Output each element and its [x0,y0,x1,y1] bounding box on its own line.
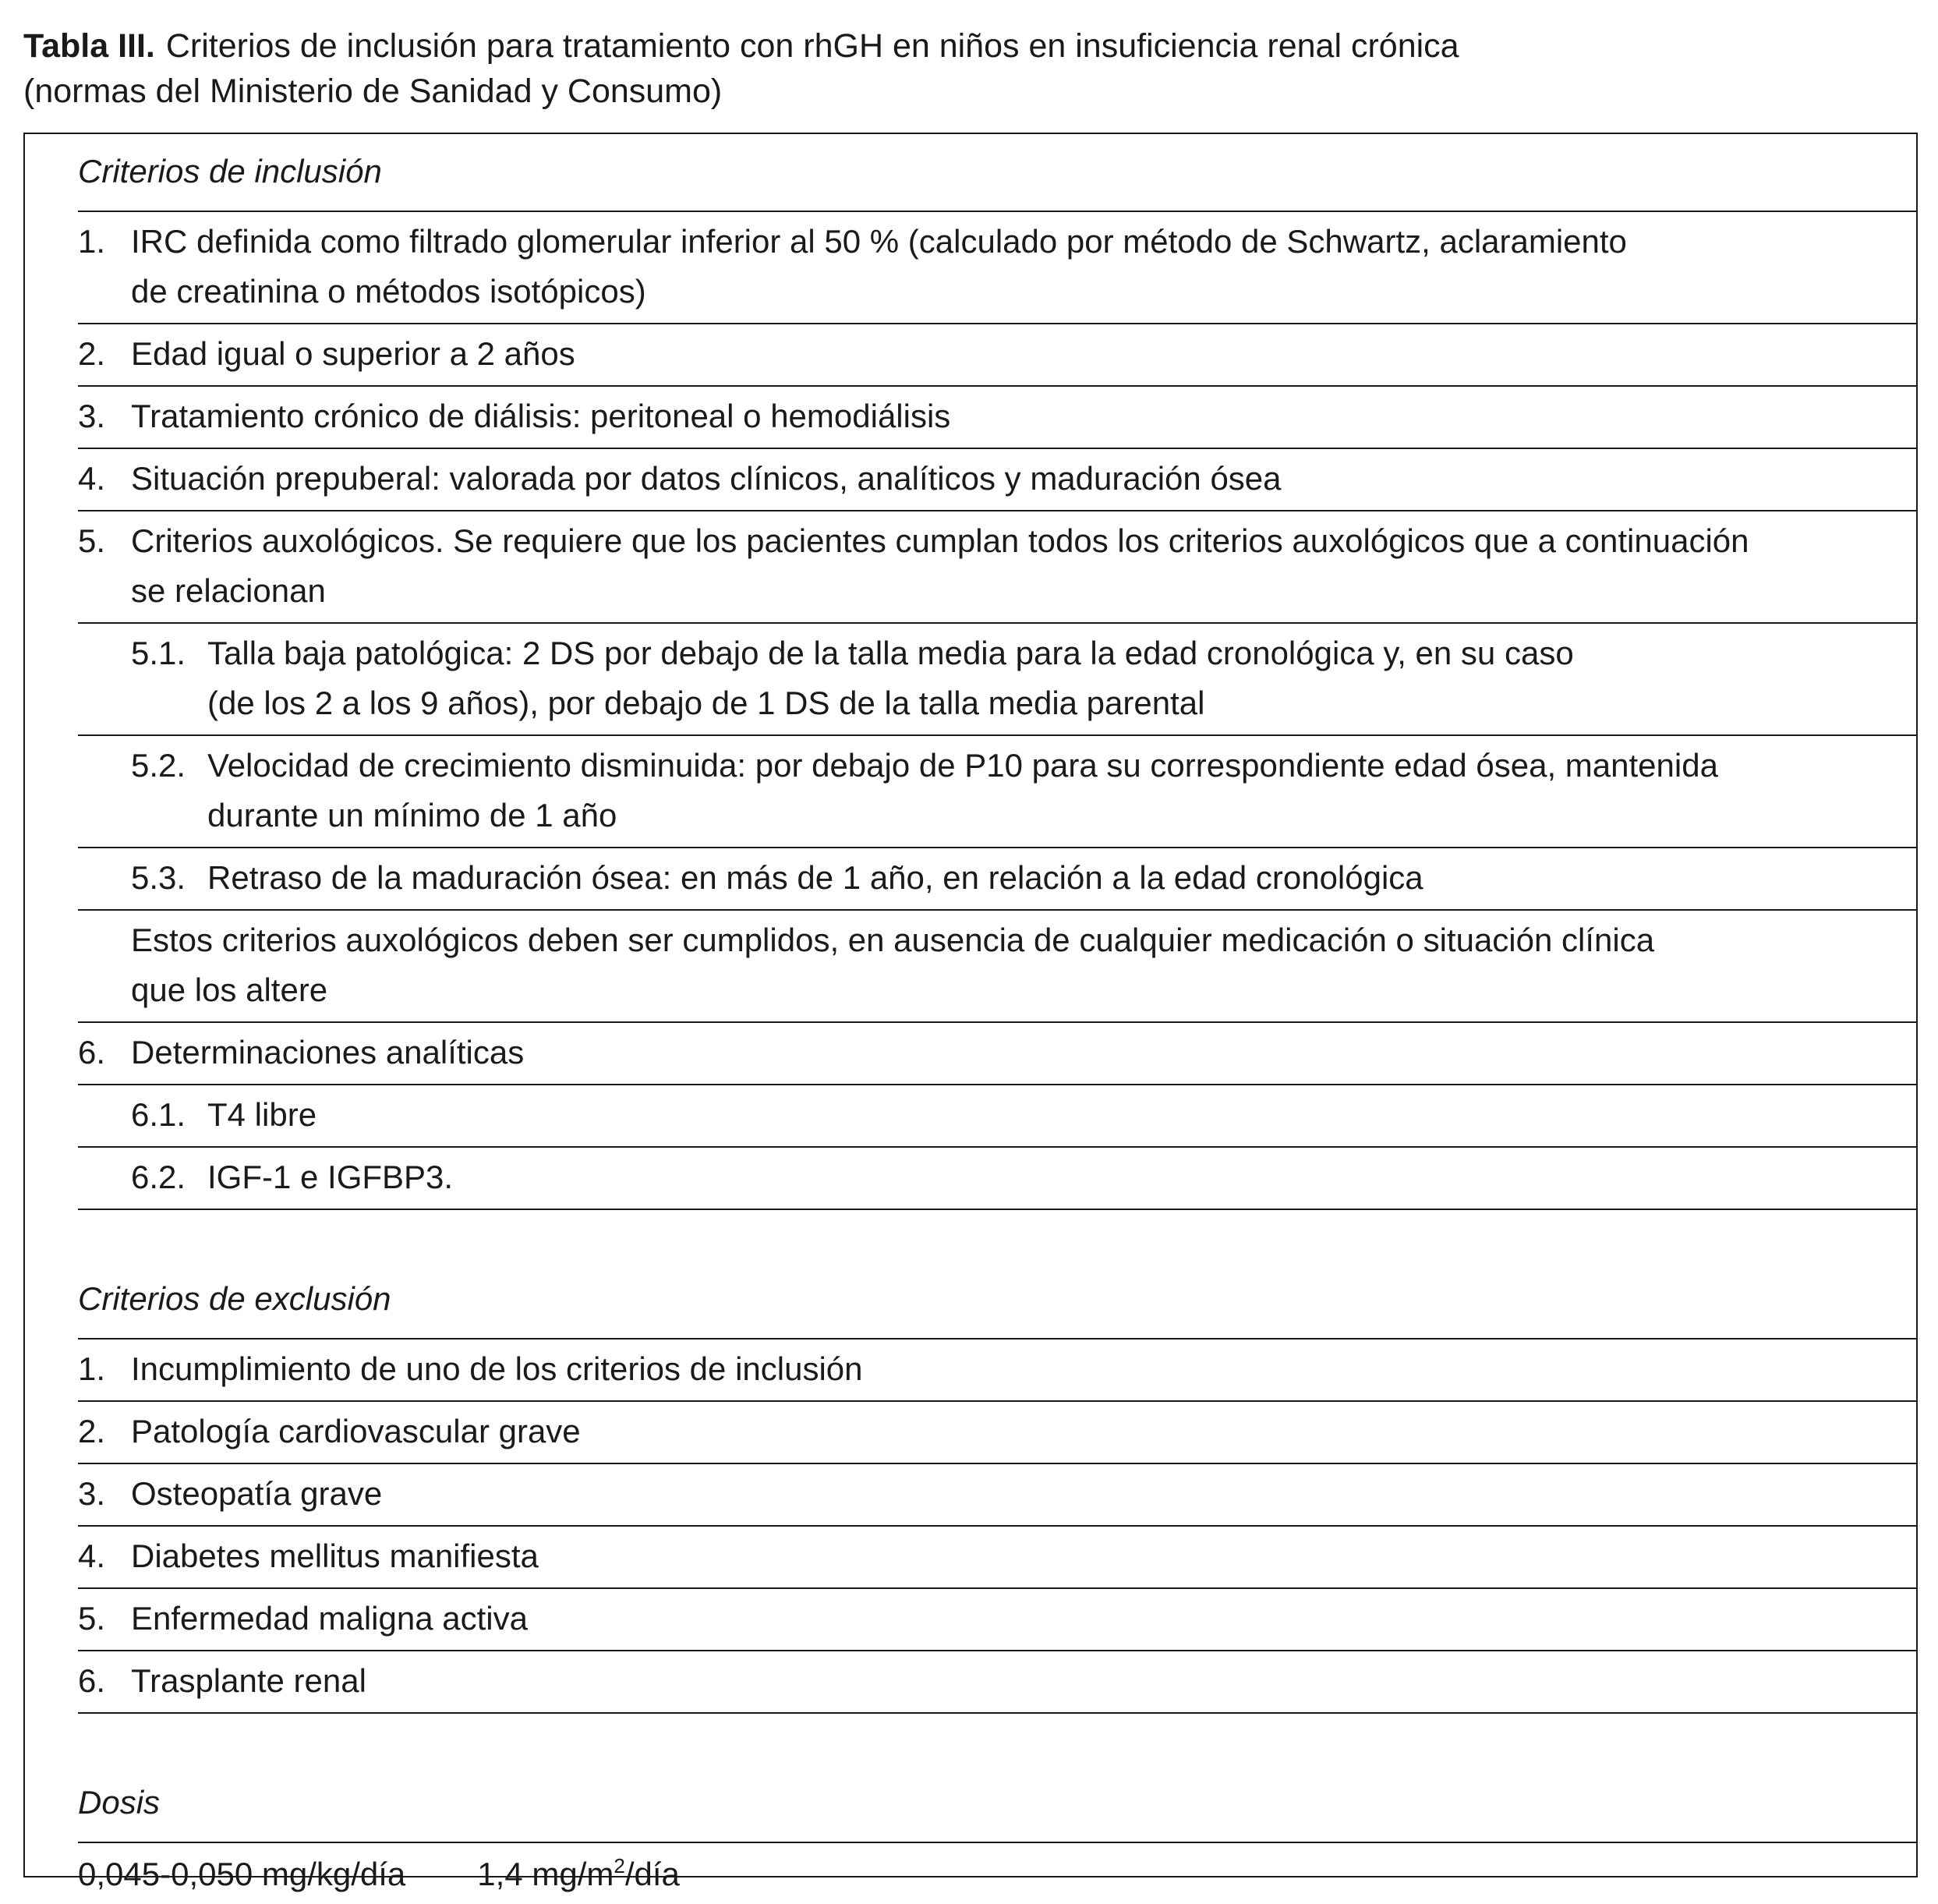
row-number: 6.2. [131,1159,186,1195]
row-text: Determinaciones analíticas [131,1034,525,1071]
inclusion-note [78,911,1918,1023]
table-title-line1: Criterios de inclusión para tratamiento con rhGH en niños en insuficiencia renal crónica [165,27,1459,65]
row-number: 6.1. [131,1096,186,1133]
dose-heading: Dosis [78,1765,1918,1843]
row-text: Situación prepuberal: valorada por datos clínicos, analíticos y maduración ósea [131,460,1282,497]
row-number: 5.1. [131,635,186,671]
inclusion-heading: Criterios de inclusión [78,134,1918,212]
row-text: Edad igual o superior a 2 años [131,335,575,372]
table-body [78,134,1918,1899]
dose-per-kg: 0,045-0,050 mg/kg/día [78,1856,406,1892]
row-number: 3. [78,398,106,434]
row-text: Osteopatía grave [131,1475,383,1512]
row-number: 6. [78,1034,106,1071]
exclusion-heading: Criterios de exclusión [78,1262,1918,1340]
inclusion-row-2 [78,324,1918,387]
row-number: 1. [78,223,106,260]
row-text: T4 libre [207,1096,317,1133]
table-caption [23,23,1910,114]
inclusion-row-1 [78,212,1918,324]
row-text: Velocidad de crecimiento disminuida: por debajo de P10 para su correspondiente edad ósea, mantenida durante un mínimo de 1 año [207,747,1718,833]
row-number: 1. [78,1350,106,1387]
row-number: 2. [78,1413,106,1449]
row-text: Trasplante renal [131,1662,366,1699]
row-number: 2. [78,335,106,372]
inclusion-row-5-3 [78,848,1918,911]
inclusion-row-4 [78,449,1918,511]
row-text: Retraso de la maduración ósea: en más de 1 año, en relación a la edad cronológica [207,859,1423,896]
inclusion-row-6-1 [78,1085,1918,1148]
row-number: 5.3. [131,859,186,896]
row-number: 4. [78,1538,106,1574]
row-text: Enfermedad maligna activa [131,1600,528,1637]
row-text: Tratamiento crónico de diálisis: peritoneal o hemodiálisis [131,398,951,434]
exclusion-row-2 [78,1402,1918,1464]
row-number: 5.2. [131,747,186,784]
row-text: Criterios auxológicos. Se requiere que los pacientes cumplan todos los criterios auxológicos que a continuación se relacionan [131,522,1749,609]
row-text: IRC definida como filtrado glomerular inferior al 50 % (calculado por método de Schwartz, aclaramiento de creatinina o métodos isotópicos) [131,223,1627,310]
row-text: Talla baja patológica: 2 DS por debajo de la talla media para la edad cronológica y, en su caso (de los 2 a los 9 años), por debajo de 1 DS de la talla media parental [207,635,1574,721]
row-text: Diabetes mellitus manifiesta [131,1538,539,1574]
exclusion-row-4 [78,1527,1918,1589]
table-label: Tabla III. [23,27,155,65]
inclusion-row-3 [78,387,1918,449]
exclusion-row-1 [78,1340,1918,1402]
exclusion-row-6 [78,1651,1918,1714]
inclusion-row-5 [78,511,1918,624]
section-gap [78,1714,1918,1765]
row-text: Patología cardiovascular grave [131,1413,581,1449]
exclusion-row-3 [78,1464,1918,1527]
row-number: 5. [78,1600,106,1637]
row-text: Incumplimiento de uno de los criterios de inclusión [131,1350,863,1387]
inclusion-row-6 [78,1023,1918,1085]
exclusion-row-5 [78,1589,1918,1651]
dose-values [78,1843,1918,1899]
dose-per-m2: 1,4 $mg/m^2$/día [477,1854,680,1892]
section-gap [78,1210,1918,1262]
row-number: 6. [78,1662,106,1699]
row-text: IGF-1 e IGFBP3. [207,1159,454,1195]
row-number: 4. [78,460,106,497]
table-title-line2: (normas del Ministerio de Sanidad y Consumo) [23,73,723,110]
inclusion-row-6-2 [78,1148,1918,1210]
inclusion-row-5-1 [78,624,1918,736]
inclusion-row-5-2 [78,736,1918,848]
row-text: Estos criterios auxológicos deben ser cumplidos, en ausencia de cualquier medicación o situación clínica que los altere [131,922,1655,1008]
row-number: 5. [78,522,106,559]
row-number: 3. [78,1475,106,1512]
table-frame [23,133,1918,1892]
